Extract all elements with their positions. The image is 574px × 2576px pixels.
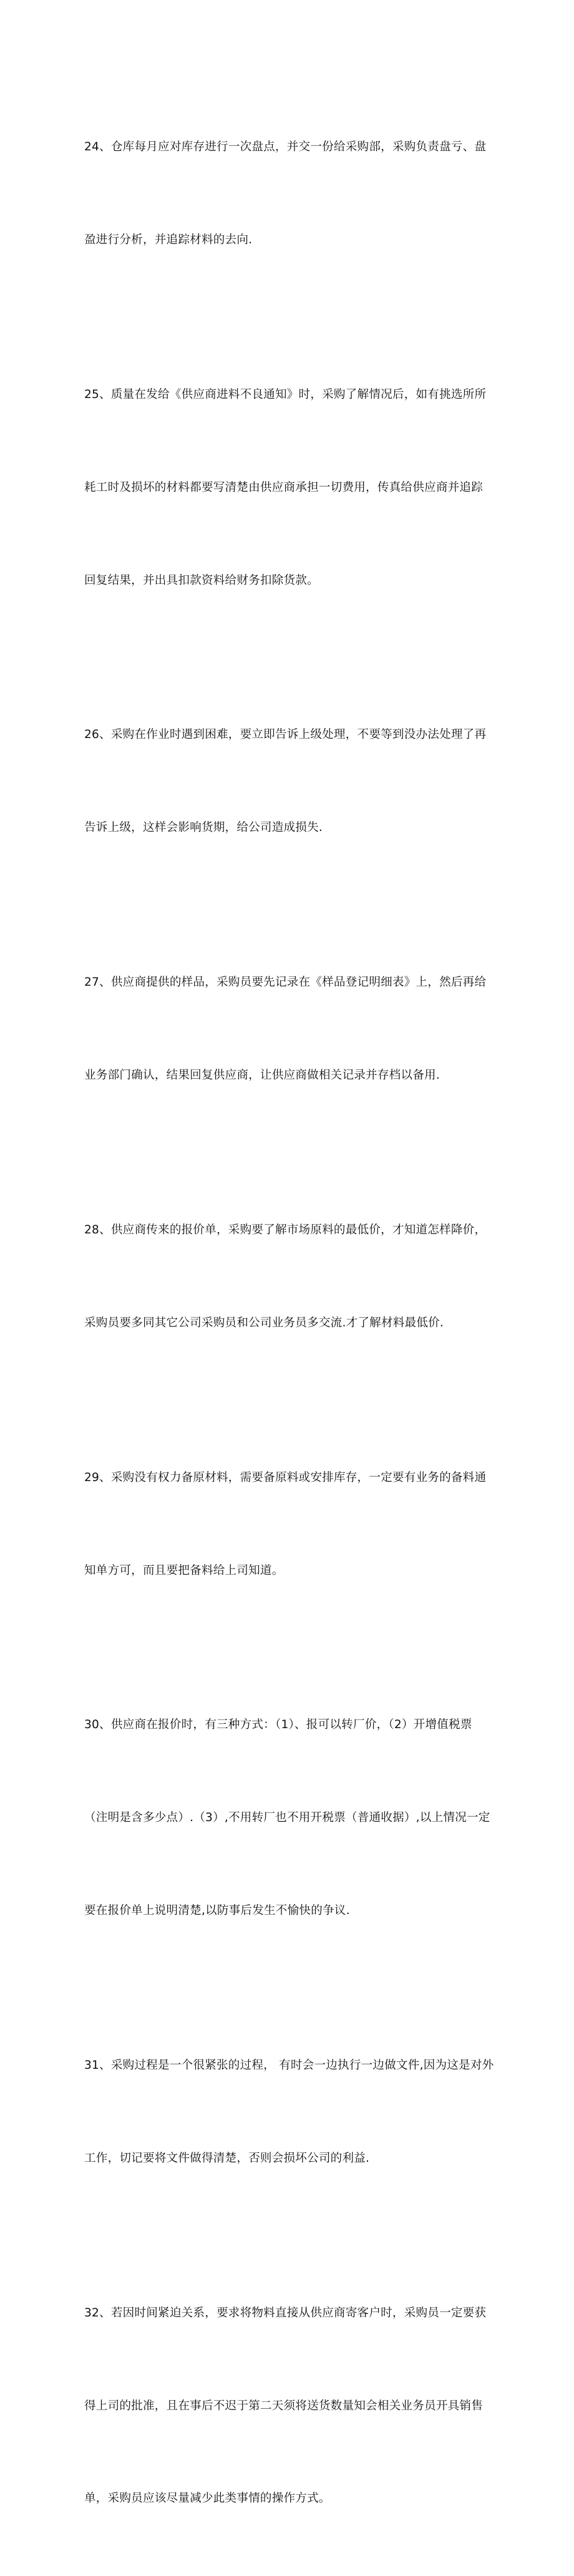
paragraph-item-32 [84, 2236, 490, 2576]
text-line: 24、仓库每月应对库存进行一次盘点，并交一份给采购部，采购负责盘亏、盘 [84, 140, 487, 154]
paragraph-item-24 [84, 70, 490, 318]
paragraph-item-27 [84, 905, 490, 1153]
text-line: （注明是含多少点）.（3）,不用转厂也不用开税票（普通收据）,以上情况一定 [84, 1811, 490, 1825]
text-line: 采购员要多同其它公司采购员和公司业务员多交流.才了解材料最低价. [84, 1316, 444, 1329]
text-line: 工作，切记要将文件做得清楚，否则会损坏公司的利益. [84, 2151, 370, 2165]
text-line: 27、供应商提供的样品，采购员要先记录在《样品登记明细表》上，然后再给 [84, 976, 487, 989]
text-line: 耗工时及损坏的材料都要写清楚由供应商承担一切费用，传真给供应商并追踪 [84, 480, 483, 494]
paragraph-item-26 [84, 658, 490, 905]
text-line: 31、采购过程是一个很紧张的过程， 有时会一边执行一边做文件,因为这是对外 [84, 2059, 494, 2072]
text-line: 25、质量在发给《供应商进料不良通知》时，采购了解情况后，如有挑选所所 [84, 387, 487, 401]
text-line: 29、采购没有权力备原材料，需要备原料或安排库存，一定要有业务的备料通 [84, 1470, 487, 1484]
paragraph-item-29 [84, 1401, 490, 1648]
paragraph-item-28 [84, 1153, 490, 1401]
text-line: 28、供应商传来的报价单，采购要了解市场原料的最低价，才知道怎样降价， [84, 1223, 487, 1237]
text-line: 知单方可，而且要把备料给上司知道。 [84, 1563, 284, 1577]
text-line: 业务部门确认，结果回复供应商，让供应商做相关记录并存档以备用. [84, 1069, 440, 1082]
paragraph-item-30 [84, 1648, 490, 1988]
text-line: 30、供应商在报价时，有三种方式：（1）、报可以转厂价，（2）开增值税票 [84, 1718, 472, 1732]
text-line: 26、采购在作业时遇到困难，要立即告诉上级处理，不要等到没办法处理了再 [84, 728, 487, 742]
text-line: 得上司的批准，且在事后不迟于第二天须将送货数量知会相关业务员开具销售 [84, 2399, 483, 2413]
text-line: 盈进行分析，并追踪材料的去向. [84, 233, 253, 246]
paragraph-item-25 [84, 318, 490, 658]
text-line: 要在报价单上说明清楚,以防事后发生不愉快的争议. [84, 1904, 350, 1918]
text-line: 告诉上级，这样会影响货期，给公司造成损失. [84, 821, 323, 835]
document-body [84, 70, 494, 2576]
paragraph-item-31 [84, 1988, 494, 2236]
text-line: 单，采购员应该尽量减少此类事情的操作方式。 [84, 2492, 331, 2506]
text-line: 回复结果，并出具扣款资料给财务扣除货款。 [84, 573, 319, 587]
text-line: 32、若因时间紧迫关系，要求将物料直接从供应商寄客户时，采购员一定要获 [84, 2306, 487, 2320]
